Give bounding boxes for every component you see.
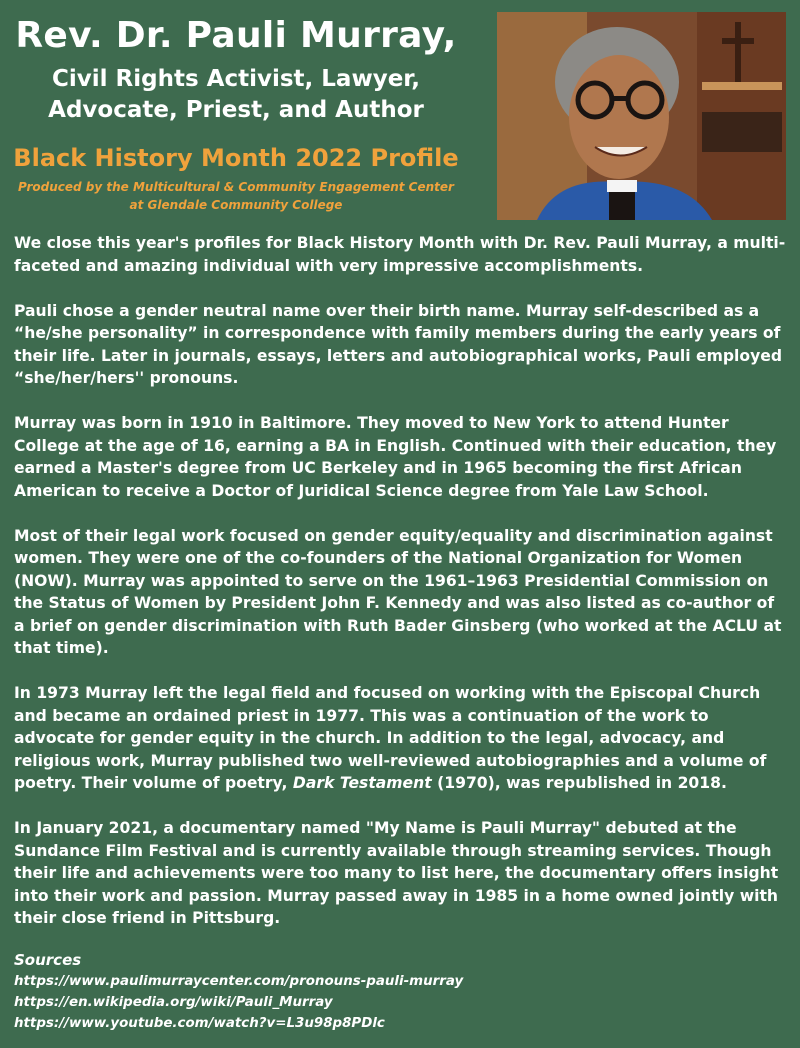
source-link[interactable]: https://en.wikipedia.org/wiki/Pauli_Murray bbox=[14, 995, 333, 1010]
paragraph-education: Murray was born in 1910 in Baltimore. They moved to New York to attend Hunter College at the age of 16, earning a BA in English. Continued with their education, they earned a Master's degree from UC Berkeley and in 1965 becoming the first African American to receive a Doctor of Juridical Science degree from Yale Law School. bbox=[14, 414, 777, 500]
sources bbox=[14, 950, 463, 1034]
profile-title: Black History Month 2022 Profile bbox=[13, 144, 459, 172]
header bbox=[0, 0, 472, 214]
book-title: Dark Testament bbox=[292, 774, 432, 792]
paragraph-intro: We close this year's profiles for Black History Month with Dr. Rev. Pauli Murray, a multi-faceted and amazing individual with very impressive accomplishments. bbox=[14, 234, 786, 275]
source-link[interactable]: https://www.youtube.com/watch?v=L3u98p8PDlc bbox=[14, 1016, 385, 1031]
sources-title: Sources bbox=[14, 951, 82, 969]
paragraph-documentary: In January 2021, a documentary named "My Name is Pauli Murray" debuted at the Sundance Film Festival and is currently available through streaming services. Though their life and achievements were too many to list here, the documentary offers insight into their work and passion. Murray passed away in 1985 in a home owned jointly with their close friend in Pittsburg. bbox=[14, 819, 779, 927]
subtitle-line-1: Civil Rights Activist, Lawyer, bbox=[52, 66, 420, 92]
page-subtitle bbox=[0, 64, 472, 126]
page-title: Rev. Dr. Pauli Murray, bbox=[15, 15, 457, 56]
paragraph-name: Pauli chose a gender neutral name over their birth name. Murray self-described as a “he/she personality” in correspondence with family members during the early years of their life. Later in journals, essays, letters and autobiographical works, Pauli employed “she/her/hers'' pronouns. bbox=[14, 301, 782, 387]
producer-line-1: Produced by the Multicultural & Community Engagement Center bbox=[18, 180, 454, 194]
producer-line-2: at Glendale Community College bbox=[129, 198, 343, 212]
paragraph-church-end: (1970), was republished in 2018. bbox=[431, 774, 727, 792]
portrait-photo-icon bbox=[497, 12, 786, 220]
producer-credit bbox=[0, 178, 472, 214]
paragraph-legal-work: Most of their legal work focused on gender equity/equality and discrimination against women. They were one of the co-founders of the National Organization for Women (NOW). Murray was appointed to serve on the 1961–1963 Presidential Commission on the Status of Women by President John F. Kennedy and was also listed as co-author of a brief on gender discrimination with Ruth Bader Ginsberg (who worked at the ACLU at that time). bbox=[14, 526, 782, 657]
paragraph-church-text: In 1973 Murray left the legal field and focused on working with the Episcopal Church and became an ordained priest in 1977. This was a continuation of the work to advocate for gender equity in the church. In addition to the legal, advocacy, and religious work, Murray published two well-reviewed autobiographies and a volume of poetry. Their volume of poetry, bbox=[14, 684, 767, 792]
article-body bbox=[14, 232, 790, 952]
portrait-illustration bbox=[497, 12, 786, 220]
subtitle-line-2: Advocate, Priest, and Author bbox=[48, 97, 424, 123]
source-link[interactable]: https://www.paulimurraycenter.com/pronouns-pauli-murray bbox=[14, 974, 464, 989]
paragraph-church bbox=[14, 682, 790, 795]
